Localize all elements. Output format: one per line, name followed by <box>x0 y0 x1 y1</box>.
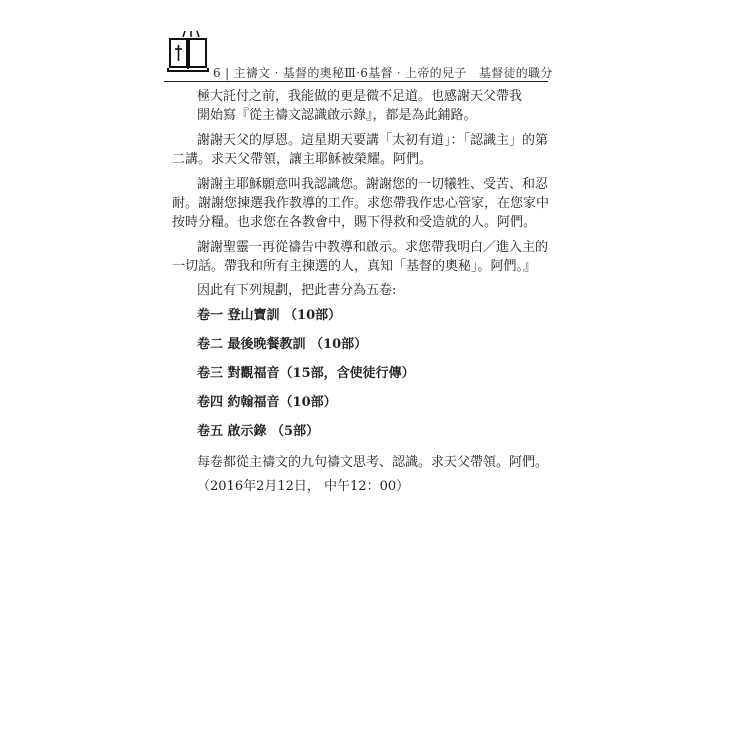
plan-intro: 因此有下列規劃，把此書分為五卷: <box>197 283 397 298</box>
volume-item: 卷三 對觀福音（15部，含使徒行傳） <box>197 366 415 381</box>
volume-item: 卷一 登山寶訓 （10部） <box>197 308 342 323</box>
header-separator: | <box>225 66 230 80</box>
running-title: 主禱文‧基督的奧秘Ⅲ‧6基督‧上帝的兒子 基督徒的職分 <box>233 66 553 80</box>
volume-item: 卷五 啟示錄 （5部） <box>197 424 320 439</box>
closing-line: 每卷都從主禱文的九句禱文思考、認識。求天父帶領。阿們。 <box>197 455 549 470</box>
page-body <box>172 87 552 496</box>
volume-item: 卷四 約翰福音（10部） <box>197 395 337 410</box>
paragraph-continued-2: 開始寫『從主禱文認識啟示錄』，都是為此鋪路。 <box>197 108 477 123</box>
page-number: 6 <box>213 66 221 80</box>
prayer-paragraph-jesus: 謝謝主耶穌願意叫我認識您。謝謝您的一切犧牲、受苦、和忍耐。謝謝您揀選我作教導的工作。求您帶我作忠心管家，在您家中按時分糧。也求您在各教會中，賜下得救和受造就的人。阿們。 <box>172 177 550 230</box>
header-rule <box>164 81 548 82</box>
volume-item: 卷二 最後晚餐教訓 （10部） <box>197 337 368 352</box>
prayer-paragraph-spirit: 謝謝聖靈一再從禱告中教導和啟示。求您帶我明白／進入主的一切話。帶我和所有主揀選的人，真知「基督的奧秘」。阿們。』 <box>172 240 549 274</box>
running-header <box>213 64 553 81</box>
paragraph-continued-1: 極大託付之前，我能做的更是微不足道。也感謝天父帶我 <box>197 89 523 104</box>
prayer-paragraph-father: 謝謝天父的厚恩。這星期天要講「太初有道」：「認識主」的第二講。求天父帶領，讓主耶穌被榮耀。阿們。 <box>172 133 549 167</box>
book-cross-icon <box>166 30 210 72</box>
date-line: （2016年2月12日， 中午12：00） <box>197 479 410 494</box>
